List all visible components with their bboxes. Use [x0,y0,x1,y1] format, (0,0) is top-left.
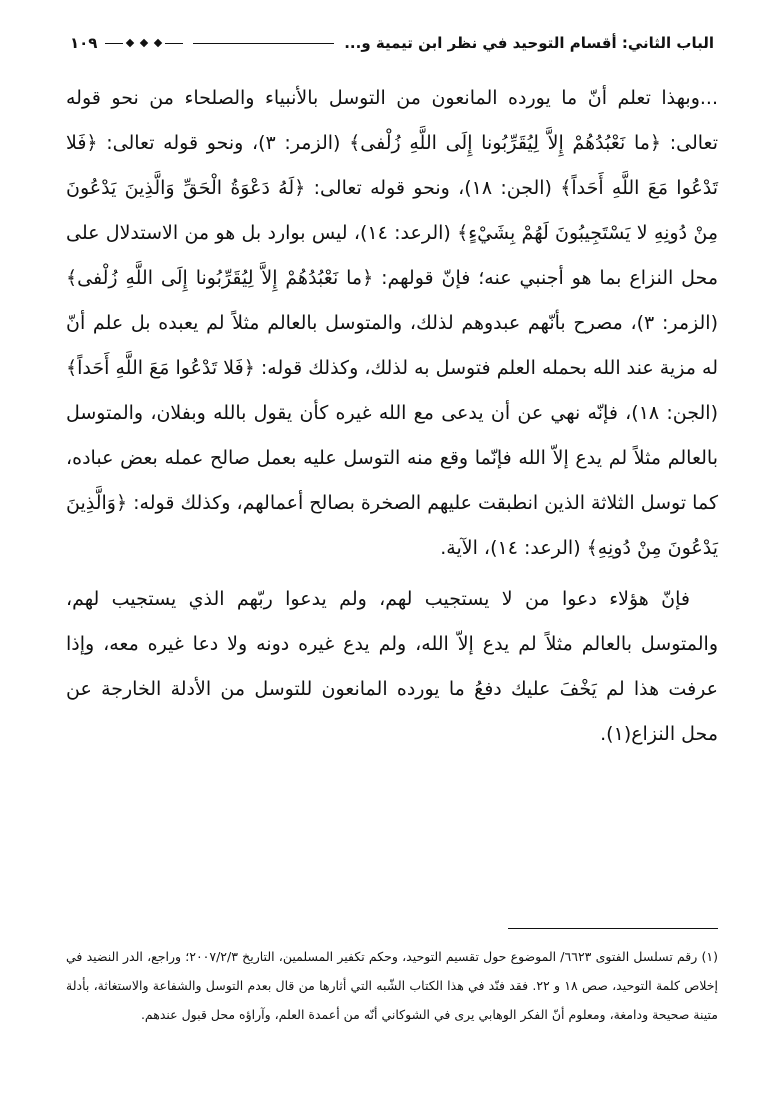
chapter-title: الباب الثاني: أقسام التوحيد في نظر ابن تيمية و... [344,34,714,52]
ornament-diamond [126,39,134,47]
page-number: ١٠٩ [70,34,98,52]
footnote-separator [508,928,718,929]
running-header [70,28,714,58]
header-rule [193,43,334,44]
paragraph: ...وبهذا تعلم أنّ ما يورده المانعون من التوسل بالأنبياء والصلحاء من نحو قوله تعالى: ﴿ما نَعْبُدُهُمْ إِلاَّ لِيُقَرِّبُونا إِلَى اللَّهِ زُلْفى﴾ (الزمر: ٣)، ونحو قوله تعالى: ﴿فَلا تَدْعُوا مَعَ اللَّهِ أَحَداً﴾ (الجن: ١٨)، ونحو قوله تعالى: ﴿لَهُ دَعْوَةُ الْحَقِّ وَالَّذِينَ يَدْعُونَ مِنْ دُونِهِ لا يَسْتَجِيبُونَ لَهُمْ بِشَيْءٍ﴾ (الرعد: ١٤)، ليس بوارد بل هو من الاستدلال على محل النزاع بما هو أجنبي عنه؛ فإنّ قولهم: ﴿ما نَعْبُدُهُمْ إِلاَّ لِيُقَرِّبُونا إِلَى اللَّهِ زُلْفى﴾ (الزمر: ٣)، مصرح بأنّهم عبدوهم لذلك، والمتوسل بالعالم مثلاً لم يعبده بل علم أنّ له مزية عند الله بحمله العلم فتوسل به لذلك، وكذلك قوله: ﴿فَلا تَدْعُوا مَعَ اللَّهِ أَحَداً﴾ (الجن: ١٨)، فإنّه نهي عن أن يدعى مع الله غيره كأن يقول بالله وبفلان، والمتوسل بالعالم مثلاً لم يدع إلاّ الله فإنّما وقع منه التوسل عليه بعمل صالح عمله بعض عباده، كما توسل الثلاثة الذين انطبقت عليهم الصخرة بصالح أعمالهم، وكذلك قوله: ﴿وَالَّذِينَ يَدْعُونَ مِنْ دُونِهِ﴾ (الرعد: ١٤)، الآية. [66,87,718,559]
ornament-diamond [154,39,162,47]
paragraph: فإنّ هؤلاء دعوا من لا يستجيب لهم، ولم يدعوا ربّهم الذي يستجيب لهم، والمتوسل بالعالم مثلاً لم يدع إلاّ الله، ولم يدع غيره دونه ولا دعا غيره معه، وإذا عرفت هذا لم يَخْفَ عليك دفعُ ما يورده المانعون للتوسل من الأدلة الخارجة عن محل النزاع(١). [66,588,718,745]
main-text [66,76,718,757]
ornament-line [105,43,123,44]
ornament-diamond [140,39,148,47]
header-ornament [105,40,183,46]
footnote: (١) رقم تسلسل الفتوى ٦٦٢٣/ الموضوع حول تقسيم التوحيد، وحكم تكفير المسلمين، التاريخ ٢٠٠٧/٢/٣؛ وراجع، الدر النضيد في إخلاص كلمة التوحيد، صص ١٨ و ٢٢. فقد فنّد في هذا الكتاب الشّبه التي أثارها من قال بعدم التوسل والشفاعة والاستغاثة، بأدلة متينة صحيحة ودامغة، ومعلوم أنّ الفكر الوهابي يرى في الشوكاني أنّه من أعمدة العلم، وآراؤه محل قبول عندهم. [66,949,719,1022]
ornament-line [165,43,183,44]
